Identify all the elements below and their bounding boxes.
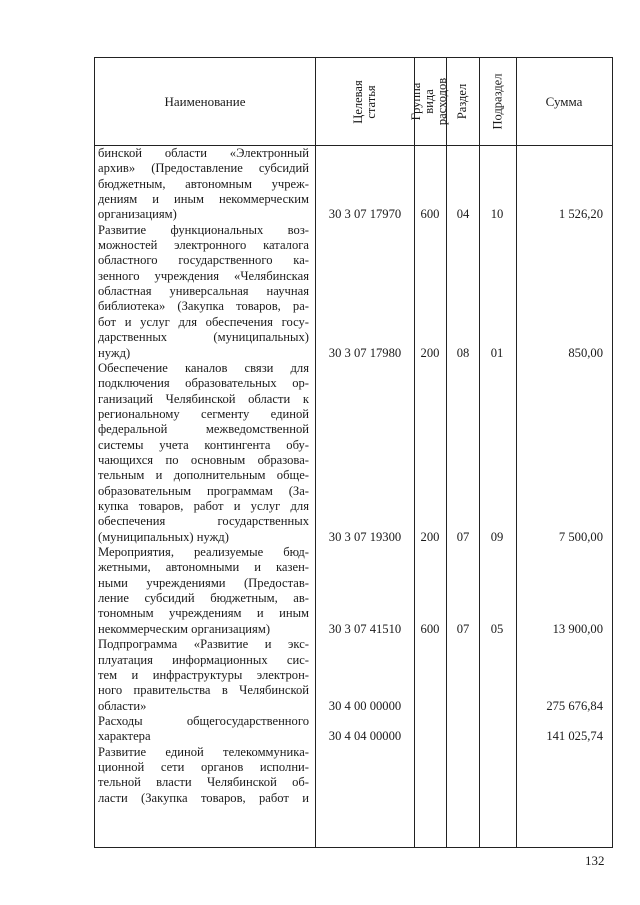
row-section: 04 bbox=[456, 207, 470, 222]
row-name-line: дарственных (муниципальных) bbox=[98, 330, 309, 345]
row-group: 200 bbox=[420, 529, 440, 544]
row-name-line: Развитие функциональных воз- bbox=[98, 222, 309, 237]
row-name-line: Мероприятия, реализуемые бюд- bbox=[98, 545, 309, 560]
header-subsection bbox=[479, 58, 516, 145]
page-number: 132 bbox=[585, 853, 605, 868]
row-name-line: образовательным программам (За- bbox=[98, 483, 309, 498]
row-name-line: федеральной межведомственной bbox=[98, 422, 309, 437]
row-name-line: тельной власти Челябинской об- bbox=[98, 775, 309, 790]
row-name-line: некоммерческим организациям) bbox=[98, 621, 271, 636]
table-row bbox=[95, 745, 612, 806]
row-code: 30 4 04 00000 bbox=[328, 729, 402, 744]
row-name bbox=[98, 361, 309, 545]
row-name-line: ными учреждениями (Предостав- bbox=[98, 575, 309, 590]
row-name-line: системы учета контингента обу- bbox=[98, 437, 309, 452]
row-name-line: тономным учреждениям и иным bbox=[98, 606, 309, 621]
table-row bbox=[95, 223, 612, 361]
row-name-line: Обеспечение каналов связи для bbox=[98, 360, 309, 375]
row-name bbox=[98, 545, 309, 637]
row-group: 200 bbox=[420, 345, 440, 360]
row-name-line: Расходы общегосударственного bbox=[98, 713, 309, 728]
row-name-line: можностей электронного каталога bbox=[98, 238, 309, 253]
row-name-line: чающихся по основным образова- bbox=[98, 452, 309, 467]
row-name-line: архив» (Предоставление субсидий bbox=[98, 161, 309, 176]
row-subsection: 10 bbox=[490, 207, 504, 222]
row-sum: 1 526,20 bbox=[558, 207, 603, 222]
row-group: 600 bbox=[420, 207, 440, 222]
budget-table bbox=[94, 57, 613, 848]
row-section: 07 bbox=[456, 529, 470, 544]
row-code: 30 4 00 00000 bbox=[328, 698, 402, 713]
row-name-line: зенного учреждения «Челябинская bbox=[98, 268, 309, 283]
row-name-line: плуатация информационных сис- bbox=[98, 652, 309, 667]
row-name-line: области» bbox=[98, 698, 147, 713]
row-sum: 275 676,84 bbox=[546, 698, 603, 713]
row-subsection: 05 bbox=[490, 621, 504, 636]
table-row bbox=[95, 637, 612, 714]
row-name-line: организациям) bbox=[98, 207, 177, 222]
row-name bbox=[98, 637, 309, 714]
row-name-line: ласти (Закупка товаров, работ и bbox=[98, 790, 309, 805]
row-name-line: обеспечения государственных bbox=[98, 514, 309, 529]
row-name-line: региональному сегменту единой bbox=[98, 406, 309, 421]
table-row bbox=[95, 146, 612, 223]
table-row bbox=[95, 545, 612, 637]
header-name: Наименование bbox=[164, 93, 246, 109]
header-subsection-text: Подраздел bbox=[490, 73, 504, 130]
row-name-line: подключения образовательных ор- bbox=[98, 376, 309, 391]
row-name-line: бюджетным, автономным учреж- bbox=[98, 176, 309, 191]
row-code: 30 3 07 17980 bbox=[328, 345, 402, 360]
row-name-line: ционной сети органов исполни- bbox=[98, 759, 309, 774]
row-name-line: характера bbox=[98, 729, 151, 744]
row-name-line: ление субсидий бюджетным, ав- bbox=[98, 591, 309, 606]
header-code bbox=[315, 58, 414, 145]
table-row bbox=[95, 361, 612, 545]
row-name-line: тем и инфраструктуры электрон- bbox=[98, 667, 309, 682]
row-name-line: дениям и иным некоммерческим bbox=[98, 192, 309, 207]
row-name-line: (муниципальных) нужд) bbox=[98, 529, 229, 544]
row-code: 30 3 07 41510 bbox=[328, 621, 402, 636]
row-name-line: Подпрограмма «Развитие и экс- bbox=[98, 637, 309, 652]
header-code-text: Целевая статья bbox=[350, 79, 378, 124]
row-section: 08 bbox=[456, 345, 470, 360]
header-section-text: Раздел bbox=[455, 83, 470, 120]
row-sum: 141 025,74 bbox=[546, 729, 603, 744]
row-code: 30 3 07 19300 bbox=[328, 529, 402, 544]
row-name-line: нужд) bbox=[98, 345, 131, 360]
row-section: 07 bbox=[456, 621, 470, 636]
header-group-text: Группа вида расходов bbox=[409, 77, 450, 126]
row-name bbox=[98, 223, 309, 361]
row-name-line: библиотека» (Закупка товаров, ра- bbox=[98, 299, 309, 314]
header-group bbox=[409, 58, 450, 145]
row-sum: 7 500,00 bbox=[558, 529, 603, 544]
row-sum: 13 900,00 bbox=[552, 621, 603, 636]
row-name bbox=[98, 146, 309, 223]
row-subsection: 01 bbox=[490, 345, 504, 360]
row-name-line: жетными, автономными и казен- bbox=[98, 560, 309, 575]
header-section bbox=[446, 58, 479, 145]
row-name bbox=[98, 714, 309, 745]
row-name-line: Развитие единой телекоммуника- bbox=[98, 744, 309, 759]
row-name-line: бинской области «Электронный bbox=[98, 146, 309, 160]
row-name-line: тельным и дополнительным обще- bbox=[98, 468, 309, 483]
row-name-line: бот и услуг для обеспечения госу- bbox=[98, 314, 309, 329]
row-name-line: областная универсальная научная bbox=[98, 284, 309, 299]
table-row bbox=[95, 714, 612, 745]
row-code: 30 3 07 17970 bbox=[328, 207, 402, 222]
row-name-line: ного правительства в Челябинской bbox=[98, 683, 309, 698]
row-group: 600 bbox=[420, 621, 440, 636]
row-subsection: 09 bbox=[490, 529, 504, 544]
row-name-line: областного государственного ка- bbox=[98, 253, 309, 268]
row-sum: 850,00 bbox=[568, 345, 603, 360]
row-name bbox=[98, 745, 309, 806]
row-name-line: купка товаров, работ и услуг для bbox=[98, 498, 309, 513]
row-name-line: ганизаций Челябинской области к bbox=[98, 391, 309, 406]
header-sum: Сумма bbox=[545, 93, 583, 109]
